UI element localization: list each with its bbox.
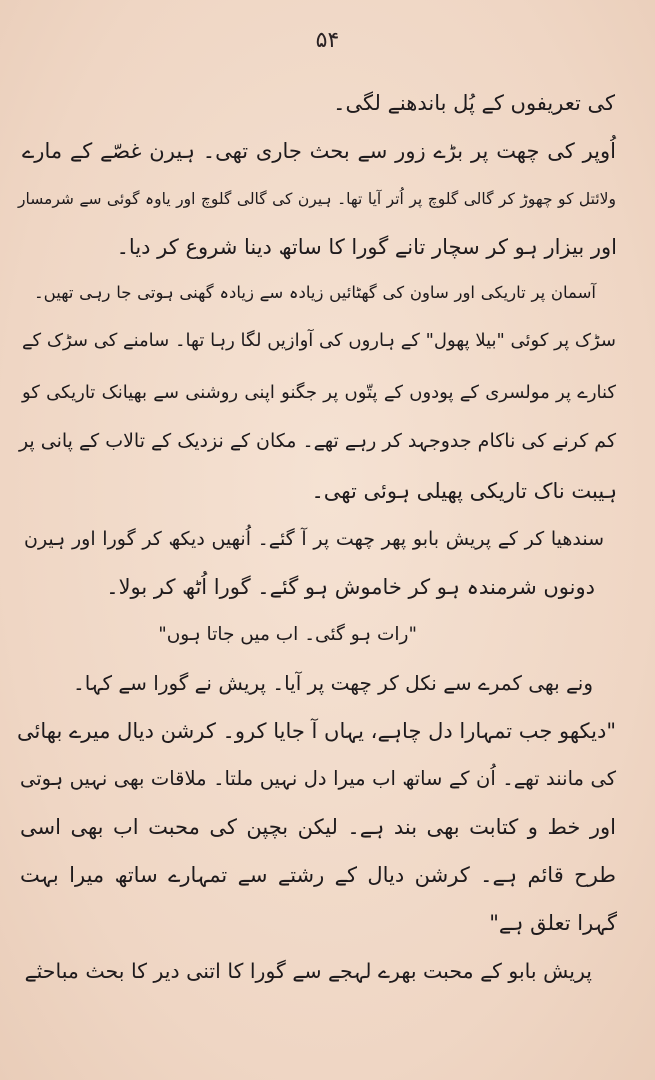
- text-line-17: طرح قائم ہے۔ کرشن دیال کے رشتے سے تمہارے ساتھ میرا بہت: [20, 863, 616, 887]
- text-line-19: پریش بابو کے محبت بھرے لہجے سے گورا کا اتنی دیر کا بحث مباحثے: [24, 959, 592, 983]
- text-line-18: گہرا تعلق ہے": [489, 911, 617, 935]
- text-line-4: اور بیزار ہو کر سچار تانے گورا کا ساتھ دینا شروع کر دیا۔: [116, 235, 617, 259]
- text-line-11: دونوں شرمندہ ہو کر خاموش ہو گئے۔ گورا اُٹھ کر بولا۔: [106, 575, 595, 599]
- text-line-3: ولائتل کو چھوڑ کر گالی گلوچ پر اُتر آیا تھا۔ ہیرن کی گالی گلوچ اور یاوہ گوئی سے شرمسار: [18, 190, 616, 208]
- text-line-10: سندھیا کر کے پریش بابو پھر چھت پر آ گئے۔ اُنھیں دیکھ کر گورا اور ہیرن: [24, 528, 604, 550]
- text-line-16: اور خط و کتابت بھی بند ہے۔ لیکن بچپن کی محبت اب بھی اسی: [20, 815, 616, 839]
- text-line-6: سڑک پر کوئی "بیلا پھول" کے ہاروں کی آوازیں لگا رہا تھا۔ سامنے کی سڑک کے: [22, 330, 616, 351]
- page-number: ۵۴: [315, 28, 340, 53]
- text-line-1: کی تعریفوں کے پُل باندھنے لگی۔: [333, 91, 615, 115]
- text-line-14: "دیکھو جب تمہارا دل چاہے، یہاں آ جایا کرو۔ کرشن دیال میرے بھائی: [17, 719, 616, 743]
- text-line-2: اُوپر کی چھت پر بڑے زور سے بحث جاری تھی۔ ہیرن غصّے کے مارے: [22, 139, 616, 163]
- text-line-5: آسمان پر تاریکی اور ساون کی گھٹائیں زیادہ سے زیادہ گھنی ہوتی جا رہی تھیں۔: [34, 283, 596, 302]
- text-line-8: کم کرنے کی ناکام جدوجہد کر رہے تھے۔ مکان کے نزدیک کے تالاب کے پانی پر: [18, 430, 616, 452]
- text-line-12: "رات ہو گئی۔ اب میں جاتا ہوں": [158, 624, 417, 645]
- text-line-15: کی مانند تھے۔ اُن کے ساتھ اب میرا دل نہیں ملتا۔ ملاقات بھی نہیں ہوتی: [20, 767, 616, 790]
- text-line-13: ونے بھی کمرے سے نکل کر چھت پر آیا۔ پریش نے گورا سے کہا۔: [73, 671, 593, 695]
- text-line-7: کنارے پر مولسری کے پودوں کے پتّوں پر جگنو اپنی روشنی سے بھیانک تاریکی کو: [22, 382, 616, 403]
- text-line-9: ہیبت ناک تاریکی پھیلی ہوئی تھی۔: [311, 479, 617, 503]
